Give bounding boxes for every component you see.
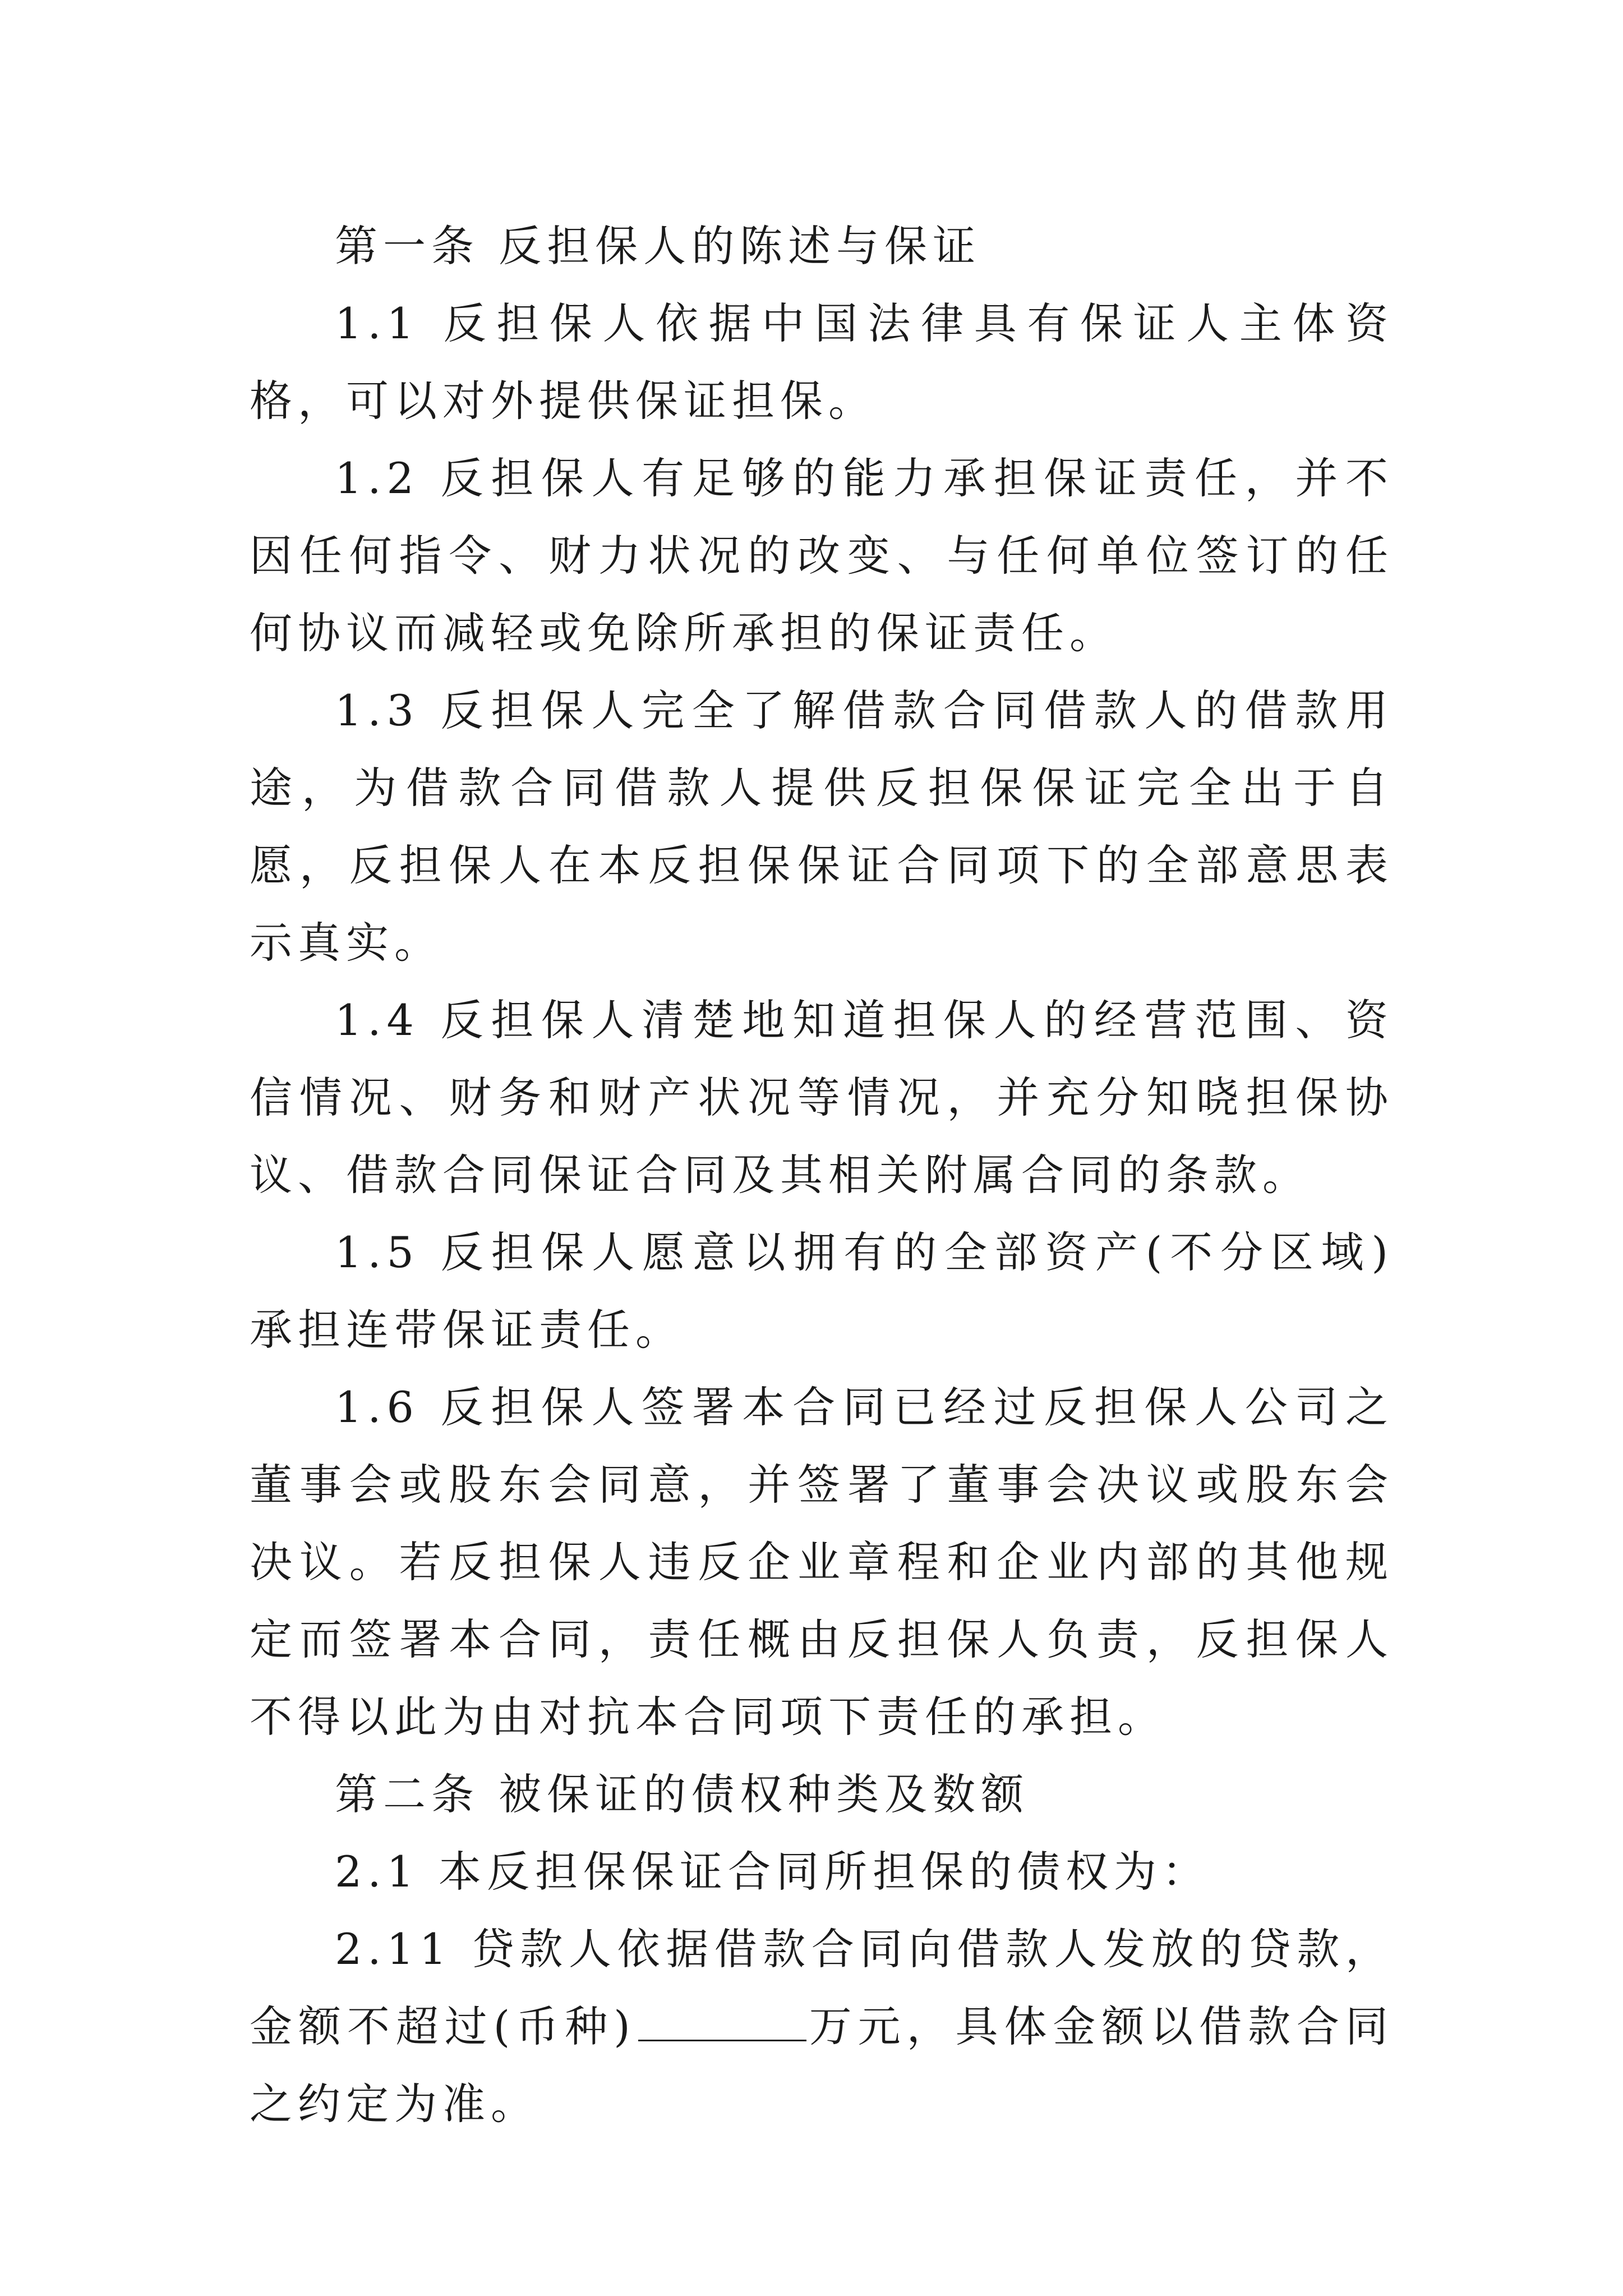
amount-blank-line xyxy=(638,1997,806,2041)
document-body xyxy=(250,208,1394,2143)
section-heading-2: 第二条 被保证的债权种类及数额 xyxy=(335,1769,1030,1819)
clause-1-5: 1.5 反担保人愿意以拥有的全部资产(不分区域)承担连带保证责任。 xyxy=(250,1227,1394,1355)
clause-1-1: 1.1 反担保人依据中国法律具有保证人主体资格，可以对外提供保证担保。 xyxy=(250,298,1394,426)
clause-2-11 xyxy=(250,1911,1394,2143)
clause-2-1: 2.1 本反担保保证合同所担保的债权为： xyxy=(335,1847,1211,1897)
clause-2-11-text-before: 2.11 贷款人依据借款合同向借款人发放的贷款，金额不超过(币种) xyxy=(250,1924,1394,2051)
clause-2-11-text-after: 万元，具体金额以借款合同之约定为准。 xyxy=(250,2001,1394,2129)
clause-1-2: 1.2 反担保人有足够的能力承担保证责任，并不因任何指令、财力状况的改变、与任何单位签订的任何协议而减轻或免除所承担的保证责任。 xyxy=(250,453,1394,658)
clause-1-4: 1.4 反担保人清楚地知道担保人的经营范围、资信情况、财务和财产状况等情况，并充分知晓担保协议、借款合同保证合同及其相关附属合同的条款。 xyxy=(250,995,1394,1200)
clause-1-6: 1.6 反担保人签署本合同已经过反担保人公司之董事会或股东会同意，并签署了董事会决议或股东会决议。若反担保人违反企业章程和企业内部的其他规定而签署本合同，责任概由反担保人负责，反担保人不得以此为由对抗本合同项下责任的承担。 xyxy=(250,1382,1394,1742)
section-heading-1: 第一条 反担保人的陈述与保证 xyxy=(335,221,981,271)
clause-1-3: 1.3 反担保人完全了解借款合同借款人的借款用途，为借款合同借款人提供反担保保证完全出于自愿，反担保人在本反担保保证合同项下的全部意思表示真实。 xyxy=(250,685,1394,968)
